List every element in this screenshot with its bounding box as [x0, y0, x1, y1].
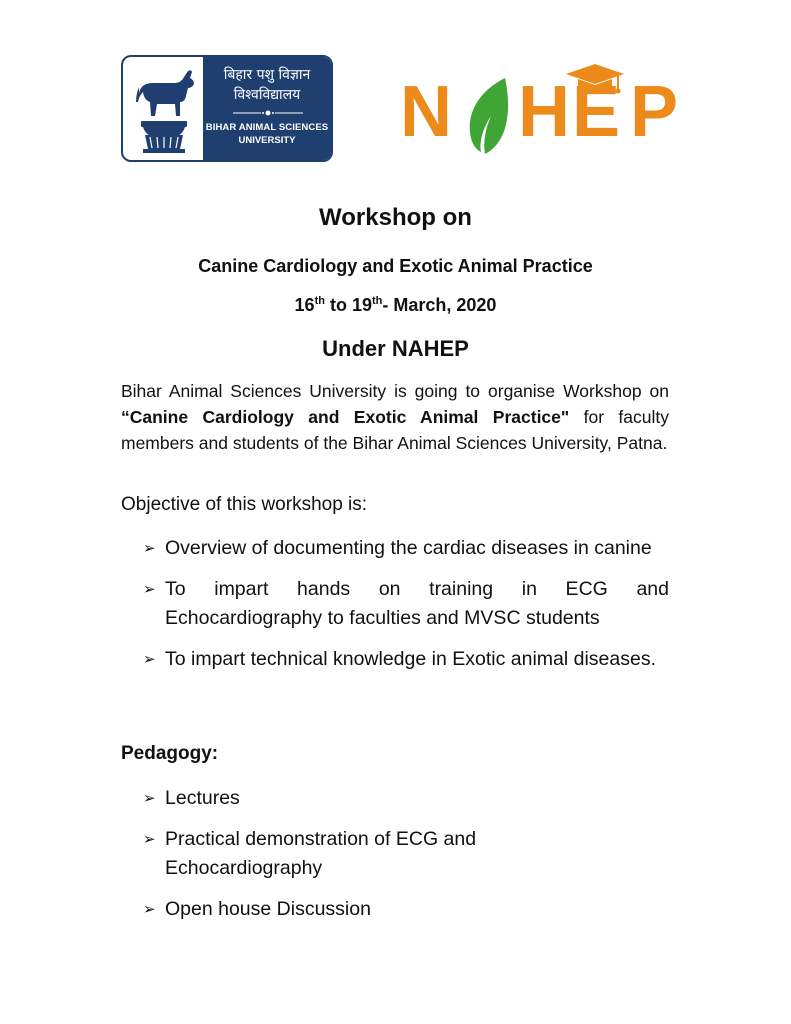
- intro-paragraph: [121, 378, 669, 456]
- list-item: [143, 575, 669, 633]
- pedagogy-heading: Pedagogy:: [121, 743, 219, 764]
- arrow-bullet-icon: ➢: [143, 790, 156, 807]
- program-heading: Under NAHEP: [322, 336, 469, 361]
- objectives-heading: Objective of this workshop is:: [121, 494, 368, 515]
- arrow-bullet-icon: ➢: [143, 651, 156, 668]
- arrow-bullet-icon: ➢: [143, 581, 156, 598]
- intro-text-after: for faculty members and students of the Bihar Animal Sciences University, Patna.: [121, 407, 669, 453]
- list-item: [143, 825, 543, 883]
- nahep-letter-n: N: [400, 72, 452, 152]
- list-item-text: To impart hands on training in ECG and Echocardiography to faculties and MVSC students: [165, 578, 669, 629]
- list-item-text: Open house Discussion: [165, 898, 371, 920]
- date-end-suffix: th: [372, 295, 383, 307]
- list-item: [143, 895, 543, 924]
- arrow-bullet-icon: ➢: [143, 901, 156, 918]
- list-item-text: Overview of documenting the cardiac diseases in canine: [165, 537, 652, 559]
- date-start-day: 16: [294, 295, 315, 315]
- intro-highlight: “Canine Cardiology and Exotic Animal Practice": [121, 407, 570, 427]
- date-start-suffix: th: [314, 295, 325, 307]
- nahep-letter-p: P: [630, 72, 679, 152]
- arrow-bullet-icon: ➢: [143, 831, 156, 848]
- workshop-subtitle: Canine Cardiology and Exotic Animal Practice: [198, 256, 593, 276]
- nahep-letter-e: E: [572, 72, 621, 152]
- bull-emblem-icon: [127, 63, 199, 157]
- ornament-divider-icon: [231, 109, 305, 117]
- date-end-day: 19: [351, 295, 372, 315]
- basu-english-line2: UNIVERSITY: [238, 135, 296, 146]
- pedagogy-list: [143, 784, 543, 936]
- basu-english-line1: BIHAR ANIMAL SCIENCES: [205, 122, 329, 133]
- list-item-text: Lectures: [165, 787, 240, 809]
- list-item: [143, 534, 669, 563]
- objectives-list: [143, 534, 669, 686]
- basu-hindi-line2: विश्वविद्यालय: [233, 87, 301, 103]
- list-item: [143, 645, 669, 674]
- nahep-letter-h: H: [518, 72, 570, 152]
- date-rest: - March, 2020: [382, 295, 497, 315]
- workshop-date: [0, 295, 791, 316]
- basu-hindi-line1: बिहार पशु विज्ञान: [223, 67, 311, 83]
- page-title: Workshop on: [319, 204, 472, 231]
- nahep-logo: [400, 62, 700, 162]
- list-item-text: To impart technical knowledge in Exotic animal diseases.: [165, 648, 656, 670]
- intro-text-before: Bihar Animal Sciences University is going to organise Workshop on: [121, 381, 669, 401]
- list-item-text: Practical demonstration of ECG and Echocardiography: [165, 828, 477, 879]
- basu-logo: [121, 55, 333, 162]
- date-connector: to: [324, 295, 352, 315]
- leaf-icon: [461, 76, 515, 156]
- list-item: [143, 784, 543, 813]
- arrow-bullet-icon: ➢: [143, 540, 156, 557]
- basu-name-panel: [203, 57, 331, 160]
